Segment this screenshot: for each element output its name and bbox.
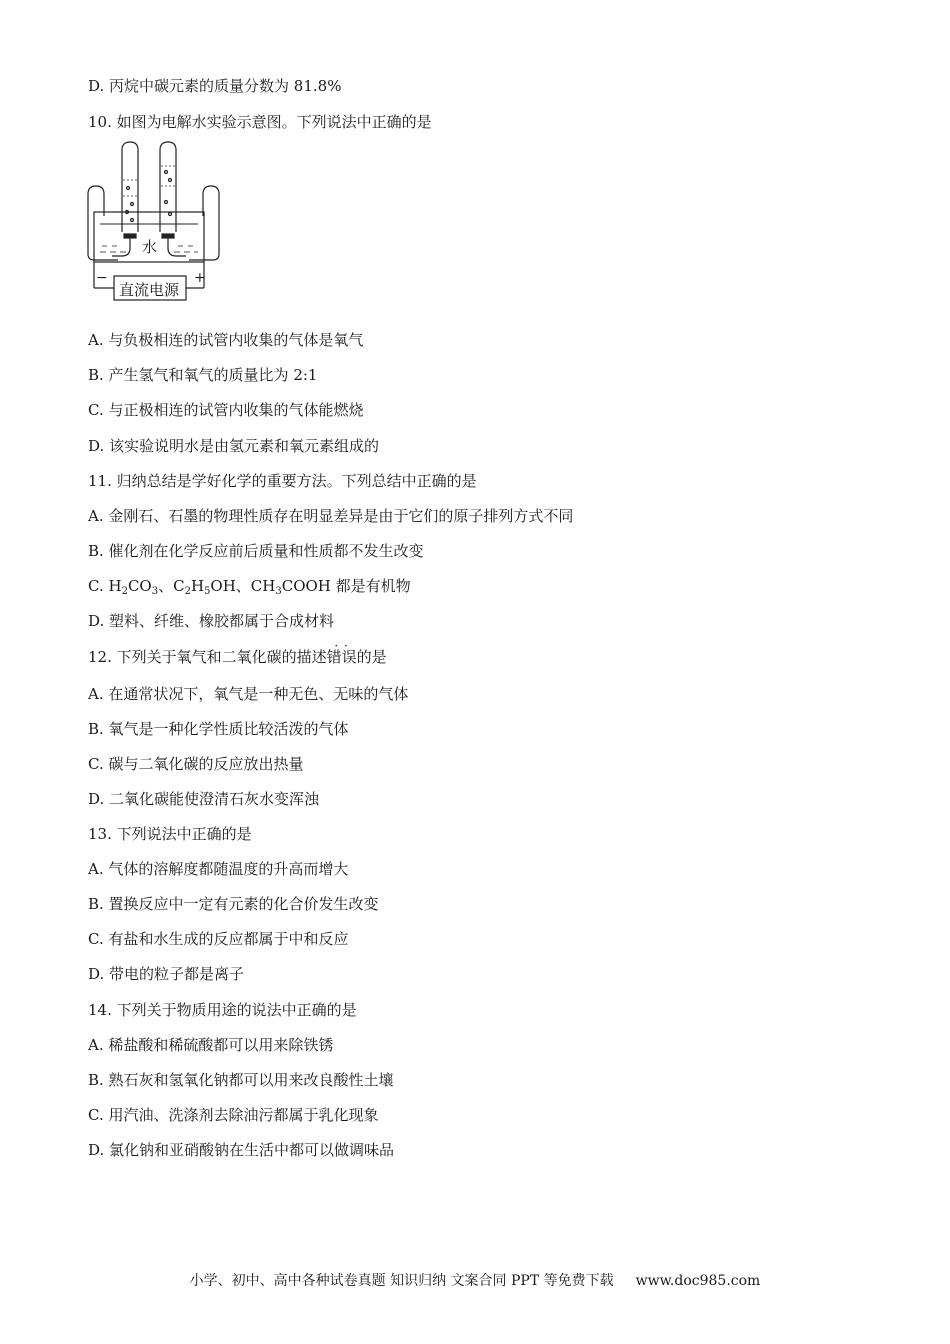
- q12-stem: 12. 下列关于氧气和二氧化碳的描述· · 错误的是: [88, 647, 387, 667]
- q10-option-a: A. 与负极相连的试管内收集的气体是氧气: [88, 331, 364, 349]
- page-footer: [0, 1270, 950, 1290]
- q14-option-d: D. 氯化钠和亚硝酸钠在生活中都可以做调味品: [88, 1141, 395, 1159]
- q11-stem: 11. 归纳总结是学好化学的重要方法。下列总结中正确的是: [88, 472, 477, 490]
- q14-option-c: C. 用汽油、洗涤剂去除油污都属于乳化现象: [88, 1106, 379, 1124]
- q11-option-d: D. 塑料、纤维、橡胶都属于合成材料: [88, 612, 335, 630]
- q14-option-b: B. 熟石灰和氢氧化钠都可以用来改良酸性土壤: [88, 1071, 394, 1089]
- q13-option-a: A. 气体的溶解度都随温度的升高而增大: [88, 860, 349, 878]
- q12-option-b: B. 氧气是一种化学性质比较活泼的气体: [88, 720, 349, 738]
- emphasis-mark: · · 错误: [327, 647, 357, 667]
- q13-option-c: C. 有盐和水生成的反应都属于中和反应: [88, 930, 349, 948]
- q10-option-c: C. 与正极相连的试管内收集的气体能燃烧: [88, 401, 364, 419]
- q12-option-a: A. 在通常状况下，氧气是一种无色、无味的气体: [88, 685, 409, 703]
- q10-option-d: D. 该实验说明水是由氢元素和氧元素组成的: [88, 437, 380, 455]
- q13-option-b: B. 置换反应中一定有元素的化合价发生改变: [88, 895, 379, 913]
- footer-text: 小学、初中、高中各种试卷真题 知识归纳 文案合同 PPT 等免费下载: [189, 1273, 614, 1289]
- q13-option-d: D. 带电的粒子都是离子: [88, 965, 245, 983]
- minus-sign: −: [96, 270, 108, 286]
- electrolysis-diagram: [86, 140, 221, 305]
- q9-option-d: D. 丙烷中碳元素的质量分数为 81.8%: [88, 77, 342, 95]
- q11-option-a: A. 金刚石、石墨的物理性质存在明显差异是由于它们的原子排列方式不同: [88, 507, 574, 525]
- q12-option-d: D. 二氧化碳能使澄清石灰水变浑浊: [88, 790, 320, 808]
- q13-stem: 13. 下列说法中正确的是: [88, 825, 252, 843]
- q14-stem: 14. 下列关于物质用途的说法中正确的是: [88, 1001, 357, 1019]
- q11-option-b: B. 催化剂在化学反应前后质量和性质都不发生改变: [88, 542, 424, 560]
- q14-option-a: A. 稀盐酸和稀硫酸都可以用来除铁锈: [88, 1036, 334, 1054]
- water-label: 水: [142, 238, 158, 256]
- q11-option-c: C. $H_2CO_3$、$C_2H_5OH$、$CH_3COOH$ 都是有机物: [88, 577, 411, 597]
- plus-sign: +: [194, 270, 206, 286]
- q12-option-c: C. 碳与二氧化碳的反应放出热量: [88, 755, 304, 773]
- q10-stem: 10. 如图为电解水实验示意图。下列说法中正确的是: [88, 113, 432, 131]
- footer-link[interactable]: www.doc985.com: [635, 1273, 761, 1289]
- power-supply-label: 直流电源: [119, 281, 180, 299]
- q10-option-b: B. 产生氢气和氧气的质量比为 2:1: [88, 366, 318, 384]
